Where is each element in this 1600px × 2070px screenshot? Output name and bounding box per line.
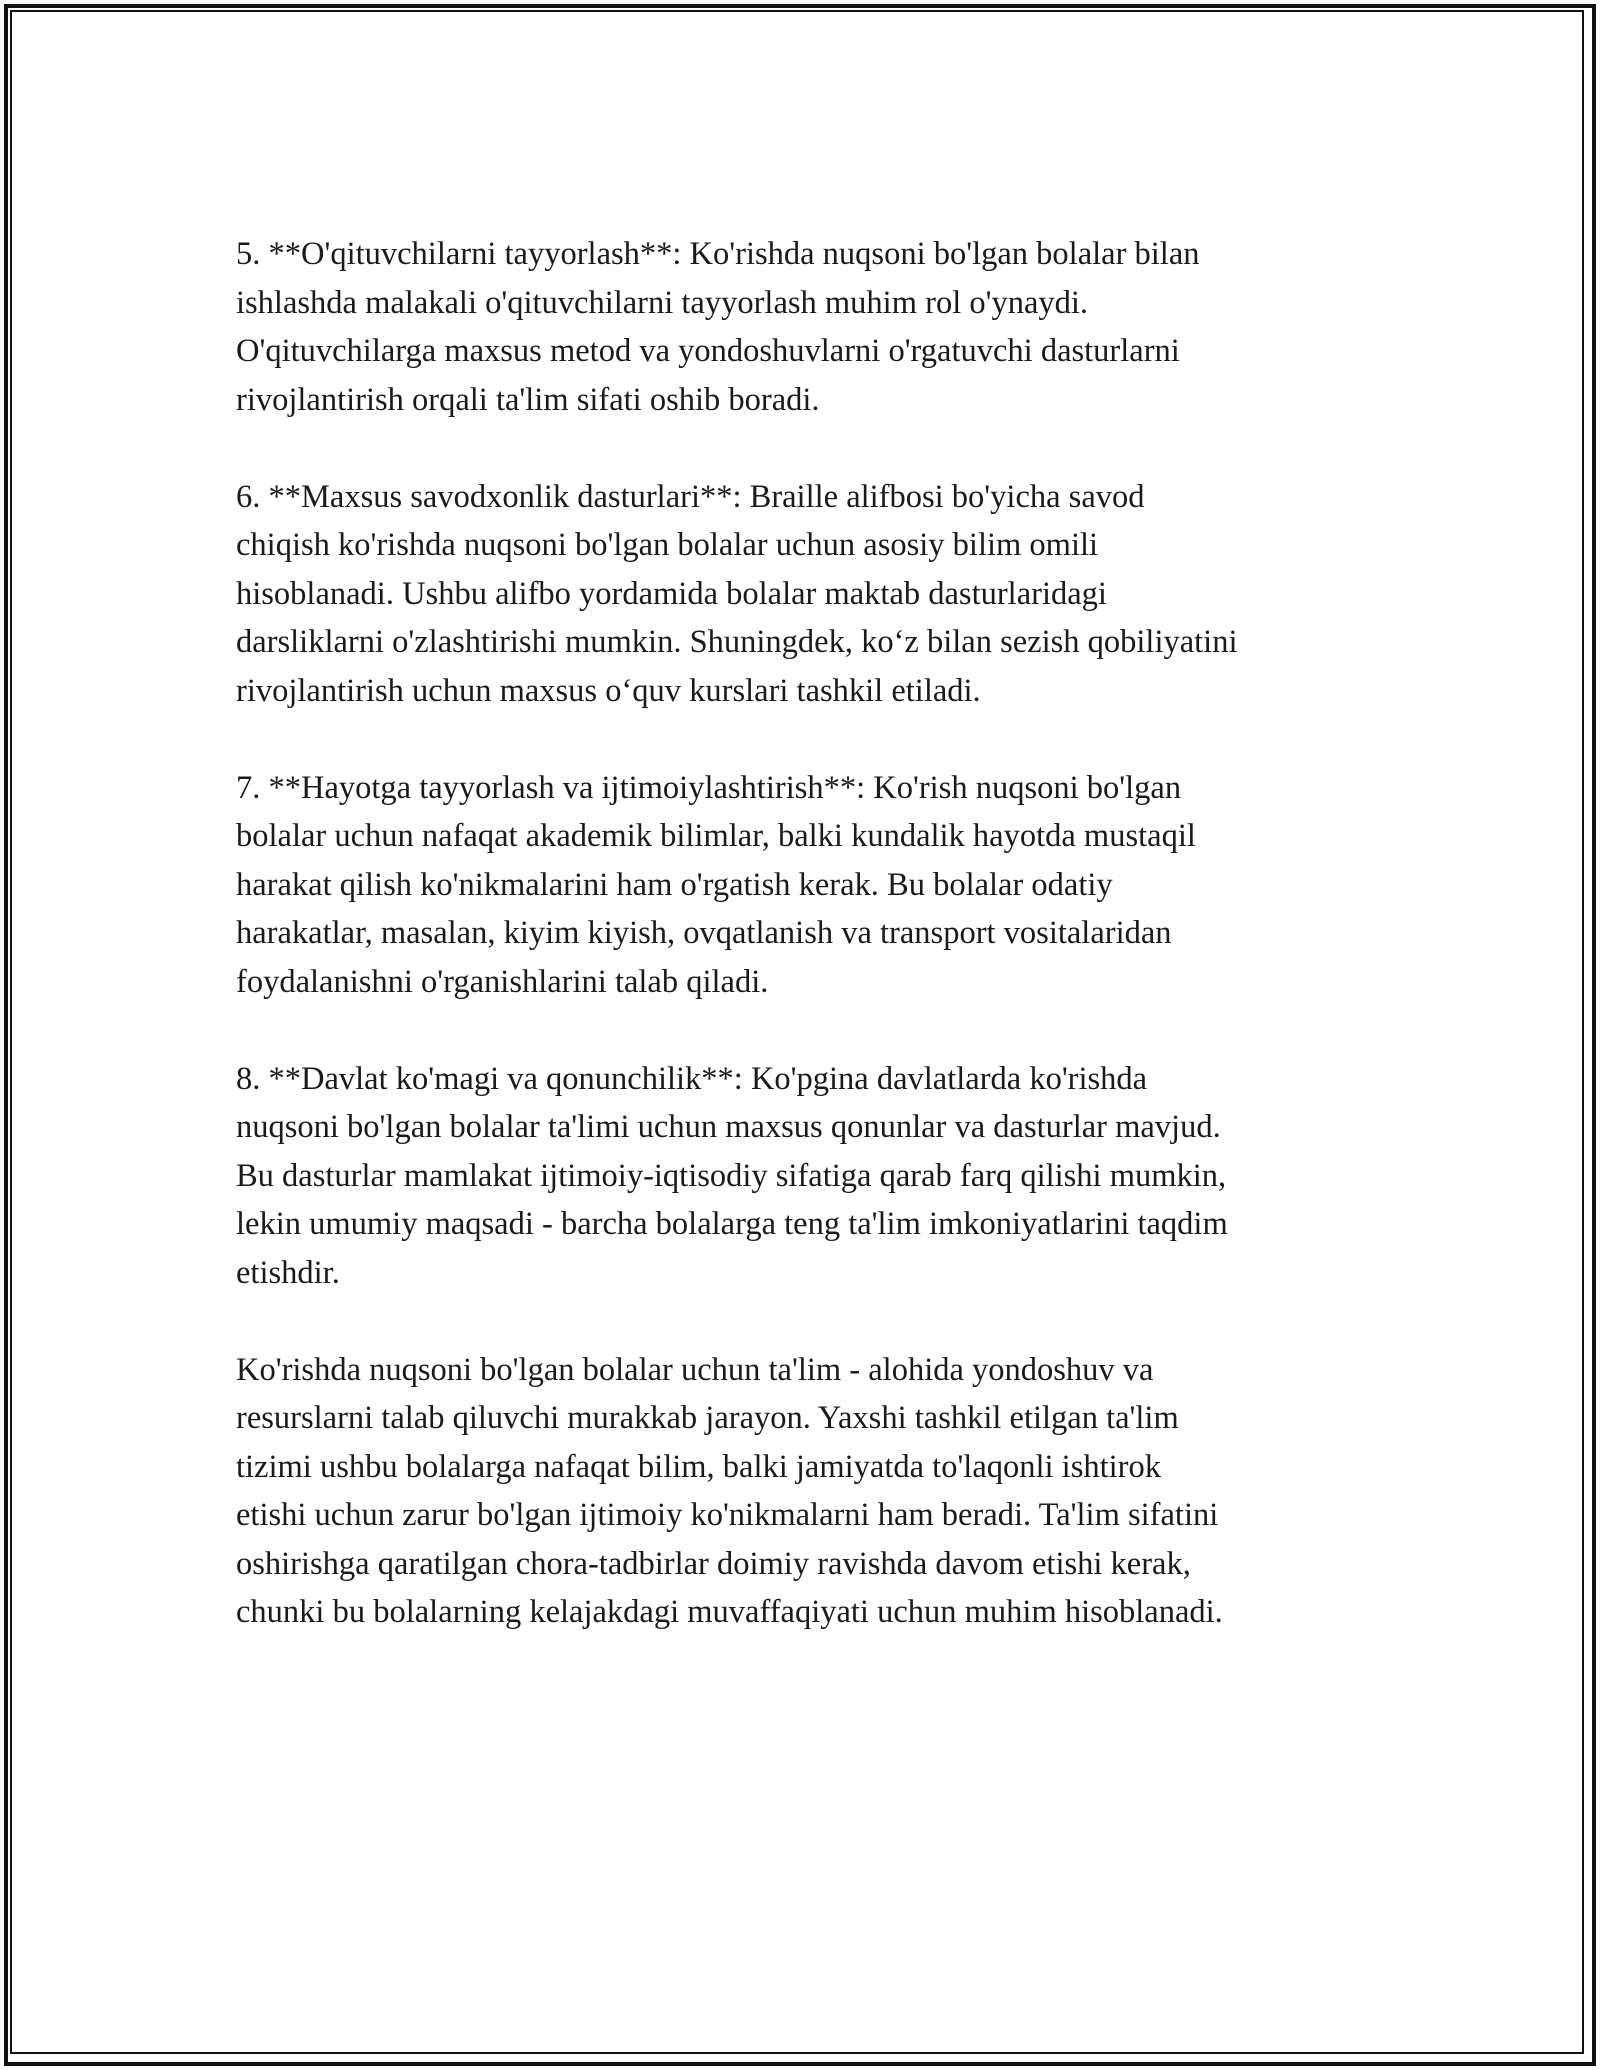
text-line: Ko'rishda nuqsoni bo'lgan bolalar uchun ta'lim - alohida yondoshuv va — [236, 1351, 1154, 1388]
text-line: 7. **Hayotga tayyorlash va ijtimoiylashtirish**: Ko'rish nuqsoni bo'lgan — [236, 769, 1182, 806]
text-line: foydalanishni o'rganishlarini talab qiladi. — [236, 963, 769, 1000]
text-line: chiqish ko'rishda nuqsoni bo'lgan bolalar uchun asosiy bilim omili — [236, 527, 1099, 563]
text-line: 6. **Maxsus savodxonlik dasturlari**: Braille alifbosi bo'yicha savod — [236, 478, 1145, 515]
text-line: lekin umumiy maqsadi - barcha bolalarga teng ta'lim imkoniyatlarini taqdim — [236, 1206, 1228, 1242]
text-line: resurslarni talab qiluvchi murakkab jarayon. Yaxshi tashkil etilgan ta'lim — [236, 1400, 1179, 1436]
text-line: etishi uchun zarur bo'lgan ijtimoiy ko'nikmalarni ham beradi. Ta'lim sifatini — [236, 1497, 1219, 1533]
text-line: harakatlar, masalan, kiyim kiyish, ovqatlanish va transport vositalaridan — [236, 915, 1172, 951]
text-line: tizimi ushbu bolalarga nafaqat bilim, balki jamiyatda to'laqonli ishtirok — [236, 1448, 1161, 1485]
text-line: bolalar uchun nafaqat akademik bilimlar, balki kundalik hayotda mustaqil — [236, 818, 1196, 854]
text-line: etishdir. — [236, 1254, 340, 1291]
paragraph-literacy-programs — [236, 473, 1376, 716]
text-line: 8. **Davlat ko'magi va qonunchilik**: Ko'pgina davlatlarda ko'rishda — [236, 1060, 1148, 1097]
text-line: harakat qilish ko'nikmalarini ham o'rgatish kerak. Bu bolalar odatiy — [236, 866, 1113, 903]
text-line: rivojlantirish orqali ta'lim sifati oshib boradi. — [236, 381, 820, 418]
text-line: rivojlantirish uchun maxsus oʻquv kurslari tashkil etiladi. — [236, 672, 981, 709]
text-line: 5. **O'qituvchilarni tayyorlash**: Ko'rishda nuqsoni bo'lgan bolalar bilan — [236, 236, 1200, 272]
text-line: ishlashda malakali o'qituvchilarni tayyorlash muhim rol o'ynaydi. — [236, 284, 1089, 321]
text-line: chunki bu bolalarning kelajakdagi muvaffaqiyati uchun muhim hisoblanadi. — [236, 1594, 1223, 1630]
text-line: hisoblanadi. Ushbu alifbo yordamida bolalar maktab dasturlaridagi — [236, 575, 1107, 612]
text-line: darsliklarni o'zlashtirishi mumkin. Shuningdek, koʻz bilan sezish qobiliyatini — [236, 624, 1238, 660]
paragraph-state-support — [236, 1055, 1376, 1298]
paragraph-teacher-training — [236, 230, 1376, 424]
text-line: Bu dasturlar mamlakat ijtimoiy-iqtisodiy sifatiga qarab farq qilishi mumkin, — [236, 1157, 1227, 1194]
paragraph-life-preparation — [236, 764, 1376, 1007]
text-line: O'qituvchilarga maxsus metod va yondoshuvlarni o'rgatuvchi dasturlarni — [236, 333, 1180, 369]
document-body — [236, 230, 1376, 1685]
text-line: oshirishga qaratilgan chora-tadbirlar doimiy ravishda davom etishi kerak, — [236, 1545, 1191, 1582]
paragraph-conclusion — [236, 1346, 1376, 1637]
text-line: nuqsoni bo'lgan bolalar ta'limi uchun maxsus qonunlar va dasturlar mavjud. — [236, 1109, 1221, 1145]
